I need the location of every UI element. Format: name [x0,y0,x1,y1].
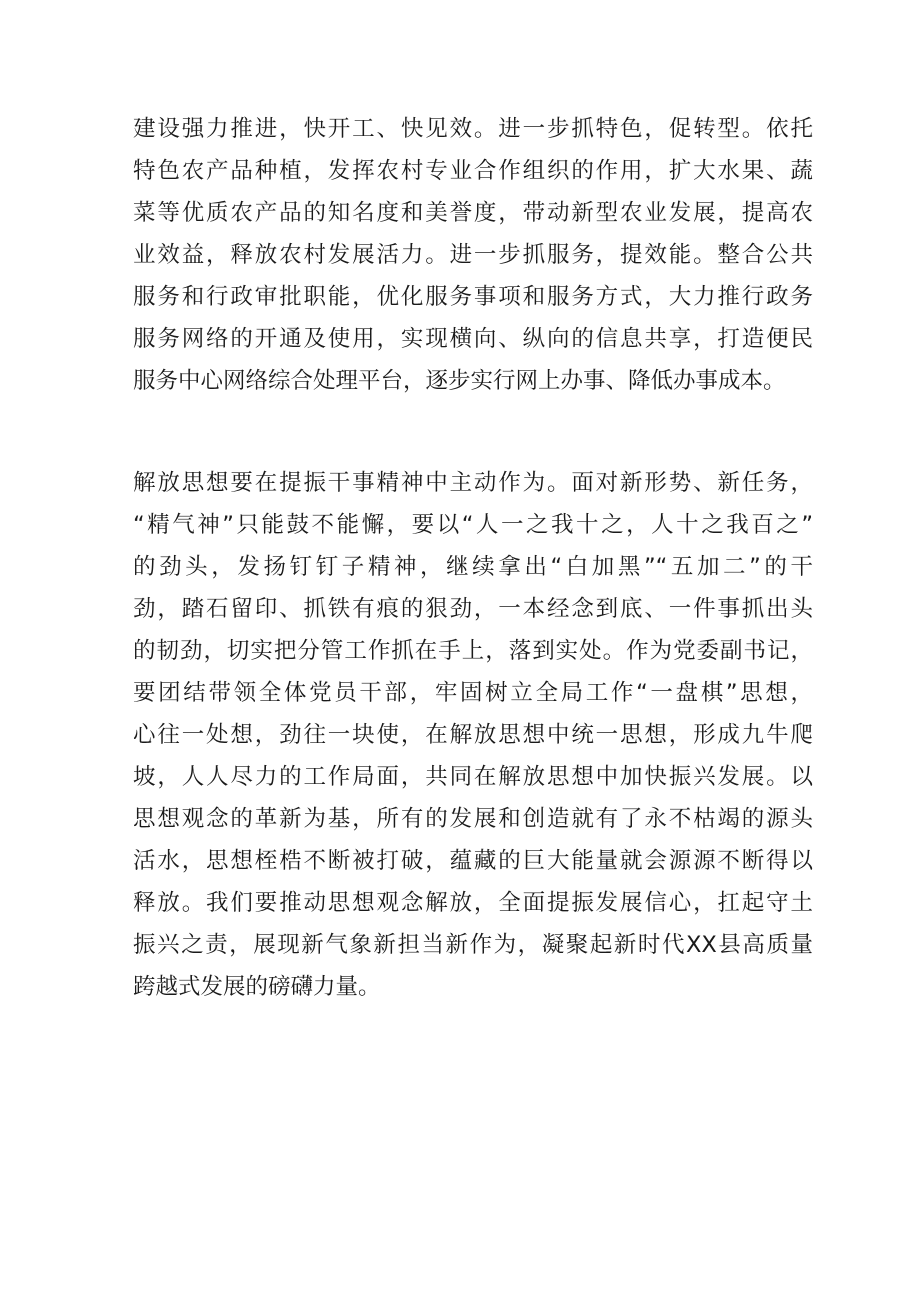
paragraph-line: 服务网络的开通及使用，实现横向、纵向的信息共享，打造便民 [133,326,813,352]
paragraph-1 [133,108,813,402]
paragraph-line: 振兴之责，展现新气象新担当新作为，凝聚起新时代XX县高质量 [133,932,813,958]
paragraph-line: 服务中心网络综合处理平台，逐步实行网上办事、降低办事成本。 [133,368,786,394]
paragraph-line: 的韧劲，切实把分管工作抓在手上，落到实处。作为党委副书记， [133,638,813,664]
paragraph-line: 心往一处想，劲往一块使，在解放思想中统一思想，形成九牛爬 [133,722,813,748]
paragraph-line: 服务和行政审批职能，优化服务事项和服务方式，大力推行政务 [133,284,813,310]
paragraph-line: 的劲头，发扬钉钉子精神，继续拿出“白加黑”“五加二”的干 [133,554,813,580]
paragraph-line: 业效益，释放农村发展活力。进一步抓服务，提效能。整合公共 [133,242,813,268]
paragraph-line: 建设强力推进，快开工、快见效。进一步抓特色，促转型。依托 [133,116,813,142]
paragraph-line: “精气神”只能鼓不能懈，要以“人一之我十之，人十之我百之” [133,512,813,538]
paragraph-line: 劲，踏石留印、抓铁有痕的狠劲，一本经念到底、一件事抓出头 [133,596,813,622]
paragraph-line: 特色农产品种植，发挥农村专业合作组织的作用，扩大水果、蔬 [133,158,813,184]
paragraph-line: 要团结带领全体党员干部，牢固树立全局工作“一盘棋”思想， [133,680,813,706]
paragraph-line: 活水，思想桎梏不断被打破，蕴藏的巨大能量就会源源不断得以 [133,848,813,874]
paragraph-line: 跨越式发展的磅礴力量。 [133,974,381,1000]
paragraph-line: 释放。我们要推动思想观念解放，全面提振发展信心，扛起守土 [133,890,813,916]
paragraph-2 [133,462,813,1008]
paragraph-line: 菜等优质农产品的知名度和美誉度，带动新型农业发展，提高农 [133,200,813,226]
paragraph-line: 解放思想要在提振干事精神中主动作为。面对新形势、新任务， [133,470,813,496]
paragraph-line: 坡，人人尽力的工作局面，共同在解放思想中加快振兴发展。以 [133,764,813,790]
paragraph-line: 思想观念的革新为基，所有的发展和创造就有了永不枯竭的源头 [133,806,813,832]
